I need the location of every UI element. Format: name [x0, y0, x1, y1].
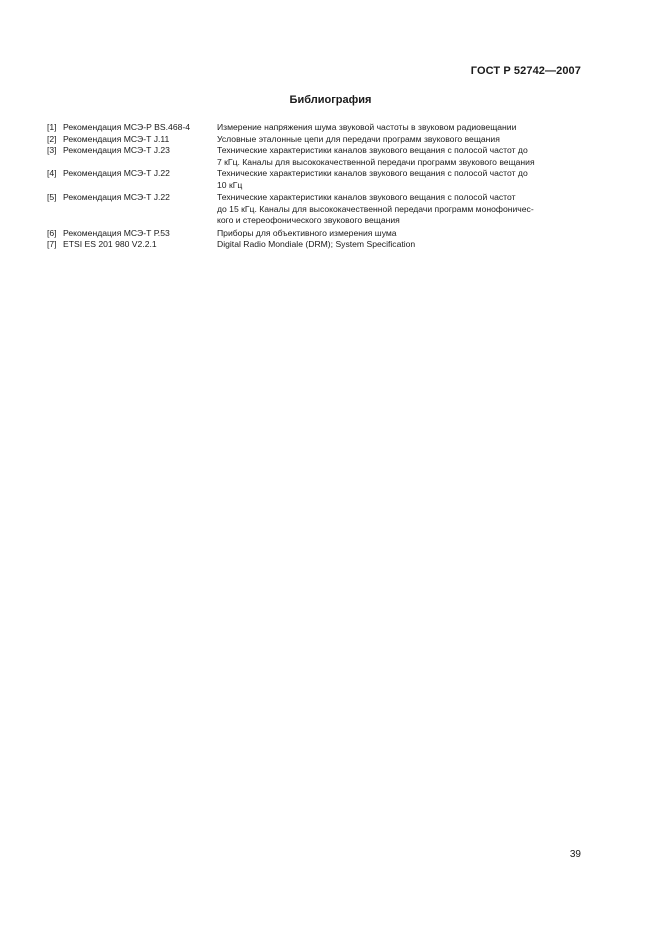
entry-reference: Рекомендация МСЭ-Т J.23	[63, 145, 170, 155]
entry-title-line: 7 кГц. Каналы для высококачественной передачи программ звукового вещания	[217, 156, 535, 167]
entry-number: [5]	[47, 192, 57, 202]
entry-reference: Рекомендация МСЭ-Т J.11	[63, 133, 170, 144]
entry-number: [1]	[47, 122, 57, 132]
entry-title-line: Технические характеристики каналов звукового вещания с полосой частот до	[217, 168, 528, 178]
entry-title-line: 10 кГц	[217, 179, 243, 190]
bibliography-entry	[47, 168, 587, 191]
entry-title-line: Технические характеристики каналов звукового вещания с полосой частот до	[217, 145, 528, 155]
bibliography-list	[47, 122, 587, 251]
entry-reference: Рекомендация МСЭ-Т J.22	[63, 168, 170, 178]
entry-number: [6]	[47, 227, 57, 238]
bibliography-entry	[47, 122, 587, 134]
page-number: 39	[569, 849, 581, 860]
entry-title	[217, 239, 587, 251]
entry-title-line: Приборы для объективного измерения шума	[217, 227, 397, 238]
document-header: ГОСТ Р 52742—2007	[470, 65, 581, 77]
bibliography-entry	[47, 192, 587, 227]
entry-title	[217, 134, 587, 146]
entry-title-line: кого и стереофонического звукового вещания	[217, 215, 400, 225]
entry-number: [2]	[47, 133, 57, 144]
bibliography-entry	[47, 145, 587, 168]
entry-number: [3]	[47, 145, 57, 155]
bibliography-entry	[47, 228, 587, 240]
entry-title-line: Измерение напряжения шума звуковой частоты в звуковом радиовещании	[217, 122, 517, 132]
entry-title-line: Условные эталонные цепи для передачи программ звукового вещания	[217, 133, 500, 144]
entry-reference: ETSI ES 201 980 V2.2.1	[63, 239, 157, 249]
entry-title-line: Digital Radio Mondiale (DRM); System Specification	[217, 239, 416, 249]
section-title: Библиография	[289, 94, 372, 106]
entry-reference: Рекомендация МСЭ-Т J.22	[63, 192, 170, 202]
entry-title-line: Технические характеристики каналов звукового вещания с полосой частот	[217, 192, 516, 202]
entry-reference: Рекомендация МСЭ-Т Р.53	[63, 227, 170, 238]
entry-title	[217, 168, 587, 191]
entry-number: [7]	[47, 239, 57, 249]
entry-title	[217, 192, 587, 227]
entry-title-line: до 15 кГц. Каналы для высококачественной передачи программ монофоничес-	[217, 203, 534, 214]
bibliography-entry	[47, 134, 587, 146]
entry-title	[217, 122, 587, 134]
bibliography-entry	[47, 239, 587, 251]
entry-title	[217, 228, 587, 240]
entry-number: [4]	[47, 168, 57, 178]
entry-title	[217, 145, 587, 168]
entry-reference: Рекомендация МСЭ-Р BS.468-4	[63, 122, 191, 132]
